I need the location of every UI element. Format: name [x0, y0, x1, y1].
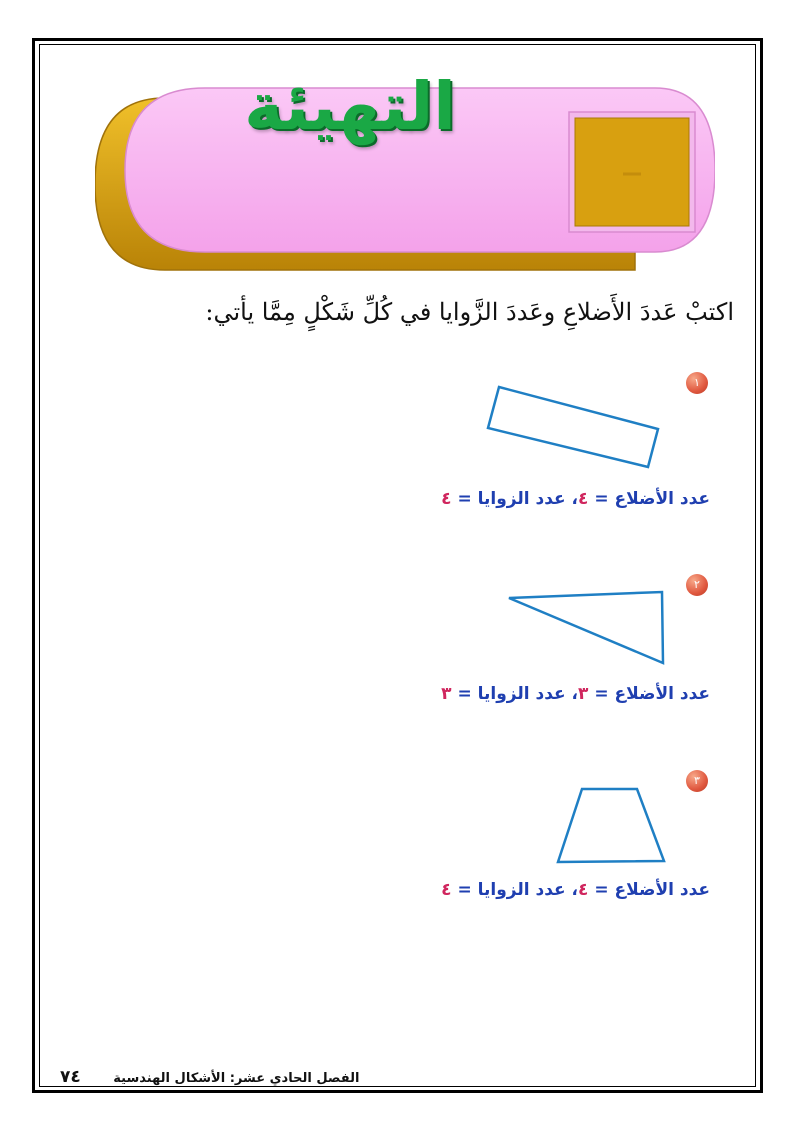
page-number: ٧٤	[60, 1067, 81, 1087]
triangle-icon	[500, 588, 675, 668]
answer-2: عدد الأضلاع = ٣، عدد الزوايا = ٣	[441, 684, 710, 704]
answer-3-sides: ٤	[578, 880, 589, 900]
page-footer	[60, 1067, 560, 1087]
page-title: التهيئة	[244, 68, 456, 145]
exercise-number-2: ٢	[686, 574, 708, 596]
exercise-number-1: ١	[686, 372, 708, 394]
answer-1: عدد الأضلاع = ٤، عدد الزوايا = ٤	[441, 489, 710, 509]
trapezoid-icon	[550, 785, 670, 867]
instruction-text: اكتبْ عَددَ الأَضلاعِ وعَددَ الزَّوايا في كُلِّ شَكْلٍ مِمَّا يأتي:	[205, 298, 734, 326]
answer-2-sides: ٣	[578, 684, 589, 704]
banner-square	[575, 118, 689, 226]
exercise-number-3: ٣	[686, 770, 708, 792]
answer-3: عدد الأضلاع = ٤، عدد الزوايا = ٤	[441, 880, 710, 900]
answer-1-angles: ٤	[441, 489, 452, 509]
answer-1-sides: ٤	[578, 489, 589, 509]
answer-2-angles: ٣	[441, 684, 452, 704]
rectangle-icon	[480, 385, 670, 475]
answer-3-angles: ٤	[441, 880, 452, 900]
chapter-title: الفصل الحادي عشر: الأشكال الهندسية	[113, 1071, 360, 1086]
